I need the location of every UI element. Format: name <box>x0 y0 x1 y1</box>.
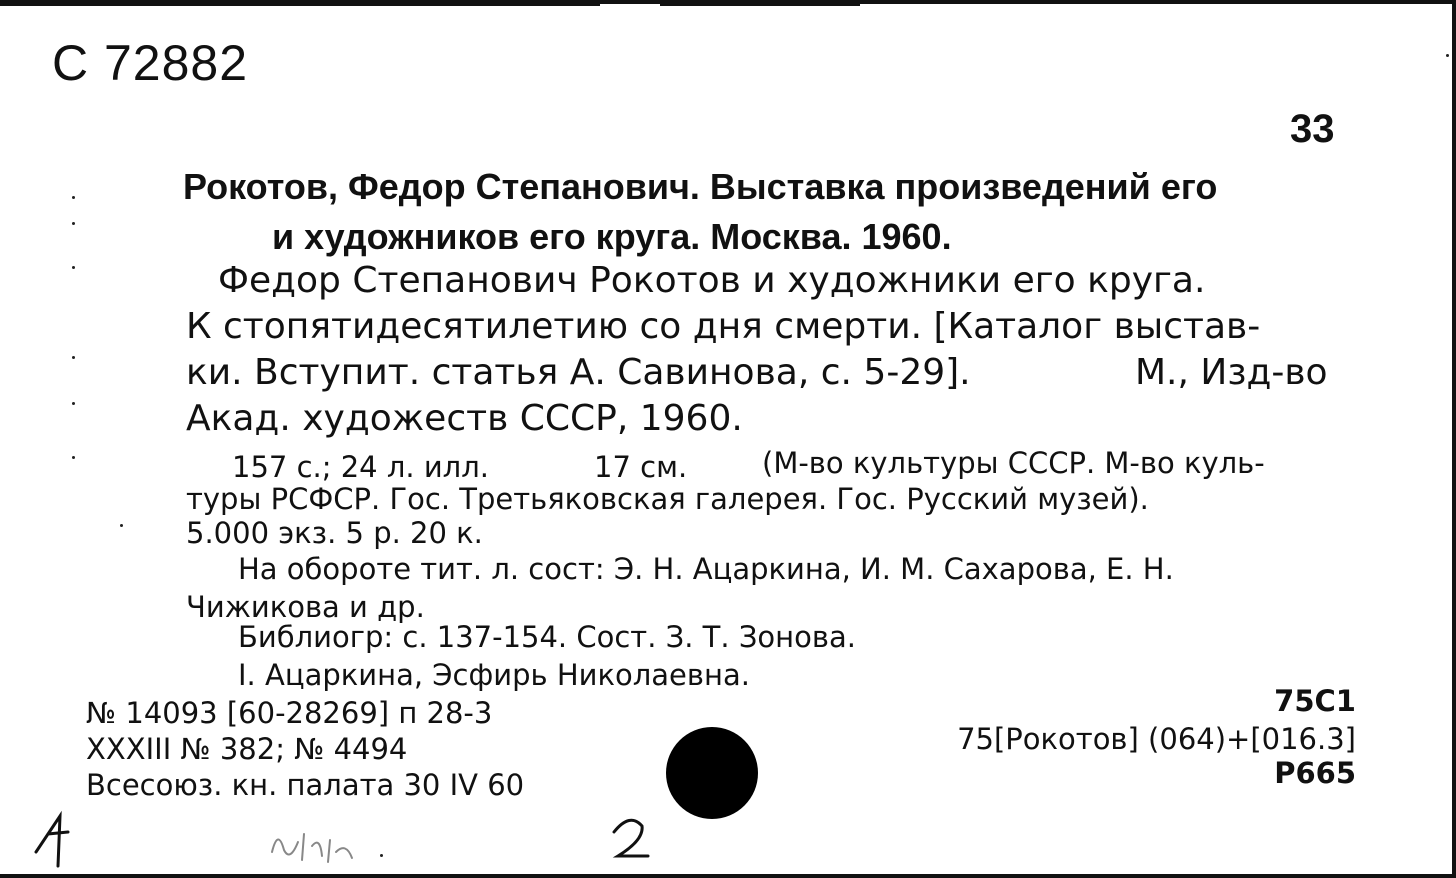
handwritten-mark-1 <box>28 804 88 874</box>
card-id: С 72882 <box>52 35 249 91</box>
footer-right-line-3: Р665 <box>1274 756 1356 790</box>
scan-speck <box>72 196 75 199</box>
scan-speck <box>72 356 75 359</box>
title-line-1: Федор Степанович Рокотов и художники его круга. <box>218 260 1206 301</box>
footer-right-line-2: 75[Рокотов] (064)+[016.3] <box>957 722 1356 756</box>
punch-hole <box>666 727 758 819</box>
detail-line-7: I. Ацаркина, Эсфирь Николаевна. <box>238 658 750 692</box>
title-line-3b: М., Изд-во <box>1135 352 1328 393</box>
scan-speck <box>380 854 383 857</box>
detail-line-4: На обороте тит. л. сост: Э. Н. Ацаркина, И. М. Сахарова, Е. Н. <box>238 552 1174 586</box>
detail-line-2: туры РСФСР. Гос. Третьяковская галерея. Гос. Русский музей). <box>186 482 1149 516</box>
footer-left-line-1: № 14093 [60-28269] п 28-3 <box>86 696 493 730</box>
detail-line-1a: 157 с.; 24 л. илл. <box>232 450 489 484</box>
scan-speck <box>1446 54 1449 57</box>
title-line-2: К стопятидесятилетию со дня смерти. [Каталог выстав- <box>186 306 1261 347</box>
detail-line-5: Чижикова и др. <box>186 590 425 624</box>
scan-edge-line <box>660 4 860 6</box>
faint-handwriting-scribble <box>268 822 378 870</box>
scan-speck <box>120 524 123 527</box>
scan-edge-line <box>0 4 600 6</box>
detail-line-1c: (М-во культуры СССР. М-во куль- <box>762 446 1265 480</box>
title-line-3a: ки. Вступит. статья А. Савинова, с. 5-29]. <box>186 352 971 393</box>
footer-right-line-1: 75С1 <box>1274 684 1356 718</box>
footer-left-line-3: Всесоюз. кн. палата 30 IV 60 <box>86 768 525 802</box>
handwritten-mark-2 <box>604 812 664 868</box>
detail-line-3: 5.000 экз. 5 р. 20 к. <box>186 516 483 550</box>
heading-line-2: и художников его круга. Москва. 1960. <box>272 216 952 257</box>
heading-line-1: Рокотов, Федор Степанович. Выставка произведений его <box>183 166 1218 207</box>
scan-speck <box>72 456 75 459</box>
scan-speck <box>72 222 75 225</box>
scan-speck <box>72 266 75 269</box>
title-line-4: Акад. художеств СССР, 1960. <box>186 398 743 439</box>
detail-line-6: Библиогр: с. 137-154. Сост. З. Т. Зонова. <box>238 620 856 654</box>
footer-left-line-2: XXXIII № 382; № 4494 <box>86 732 408 766</box>
card-number: 33 <box>1290 107 1335 151</box>
detail-line-1b: 17 см. <box>594 450 688 484</box>
scan-speck <box>72 402 75 405</box>
